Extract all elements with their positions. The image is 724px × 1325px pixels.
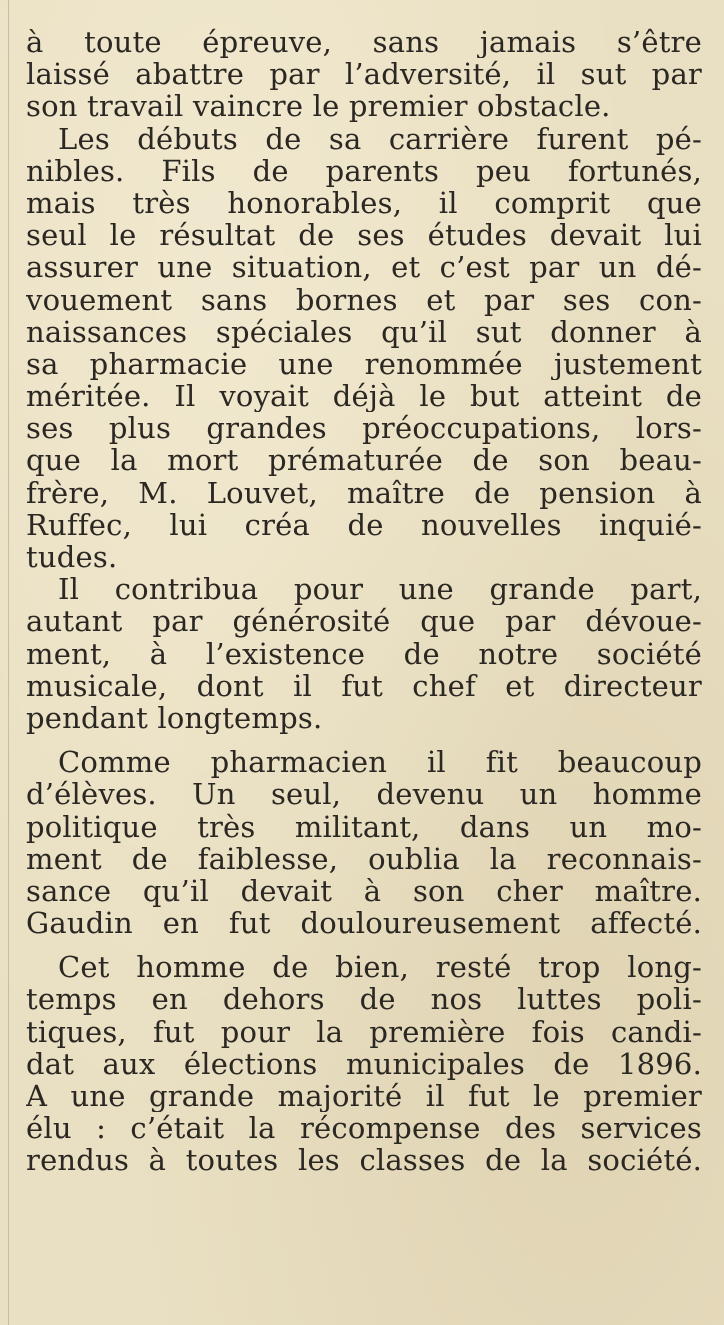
text-line: ment, à l’existence de notre société — [26, 637, 702, 670]
column-rule — [8, 0, 9, 1325]
text-line: rendus à toutes les classes de la société. — [26, 1144, 702, 1177]
text-line: Il contribua pour une grande part, — [58, 573, 702, 606]
text-line: assurer une situation, et c’est par un dé- — [26, 251, 702, 284]
paragraph-2 — [26, 123, 702, 574]
text-line: frère, M. Louvet, maître de pension à — [26, 476, 702, 509]
text-line: Ruffec, lui créa de nouvelles inquié- — [26, 508, 702, 541]
text-line: naissances spéciales qu’il sut donner à — [26, 315, 702, 348]
text-line: Comme pharmacien il fit beaucoup — [58, 746, 702, 779]
paragraph-1 — [26, 26, 702, 123]
text-line: seul le résultat de ses études devait lui — [26, 219, 702, 252]
text-line: politique très militant, dans un mo- — [26, 810, 702, 843]
text-line: son travail vaincre le premier obstacle. — [26, 90, 611, 123]
text-line: vouement sans bornes et par ses con- — [26, 283, 702, 316]
text-line: mais très honorables, il comprit que — [26, 186, 702, 220]
text-line: temps en dehors de nos luttes poli- — [26, 983, 702, 1016]
text-line: Cet homme de bien, resté trop long- — [58, 951, 702, 984]
text-line: autant par générosité que par dévoue- — [26, 605, 702, 638]
paragraph-4 — [26, 746, 702, 939]
text-line: ment de faiblesse, oublia la reconnais- — [26, 842, 702, 875]
text-line: Les débuts de sa carrière furent pé- — [58, 122, 702, 155]
text-line: ses plus grandes préoccupations, lors- — [26, 412, 702, 445]
text-line: pendant longtemps. — [26, 701, 323, 735]
paragraph-5 — [26, 951, 702, 1176]
text-line: méritée. Il voyait déjà le but atteint de — [26, 380, 702, 413]
text-line: tudes. — [26, 541, 118, 574]
text-line: nibles. Fils de parents peu fortunés, — [26, 154, 702, 187]
text-line: A une grande majorité il fut le premier — [26, 1080, 702, 1113]
text-line: sance qu’il devait à son cher maître. — [26, 874, 702, 908]
text-line: que la mort prématurée de son beau- — [26, 444, 702, 477]
text-line: élu : c’était la récompense des services — [26, 1112, 702, 1145]
text-line: Gaudin en fut douloureusement affecté. — [26, 907, 702, 940]
article-column — [26, 26, 702, 1177]
text-line: dat aux élections municipales de 1896. — [26, 1047, 702, 1080]
text-line: musicale, dont il fut chef et directeur — [26, 669, 702, 702]
paragraph-gap — [26, 939, 702, 951]
paragraph-3 — [26, 573, 702, 734]
paragraph-gap — [26, 734, 702, 746]
text-line: tiques, fut pour la première fois candi- — [26, 1015, 702, 1048]
text-line: à toute épreuve, sans jamais s’être — [26, 26, 702, 59]
text-line: d’élèves. Un seul, devenu un homme — [26, 778, 702, 811]
text-line: sa pharmacie une renommée justement — [26, 347, 702, 381]
text-line: laissé abattre par l’adversité, il sut par — [26, 58, 702, 91]
